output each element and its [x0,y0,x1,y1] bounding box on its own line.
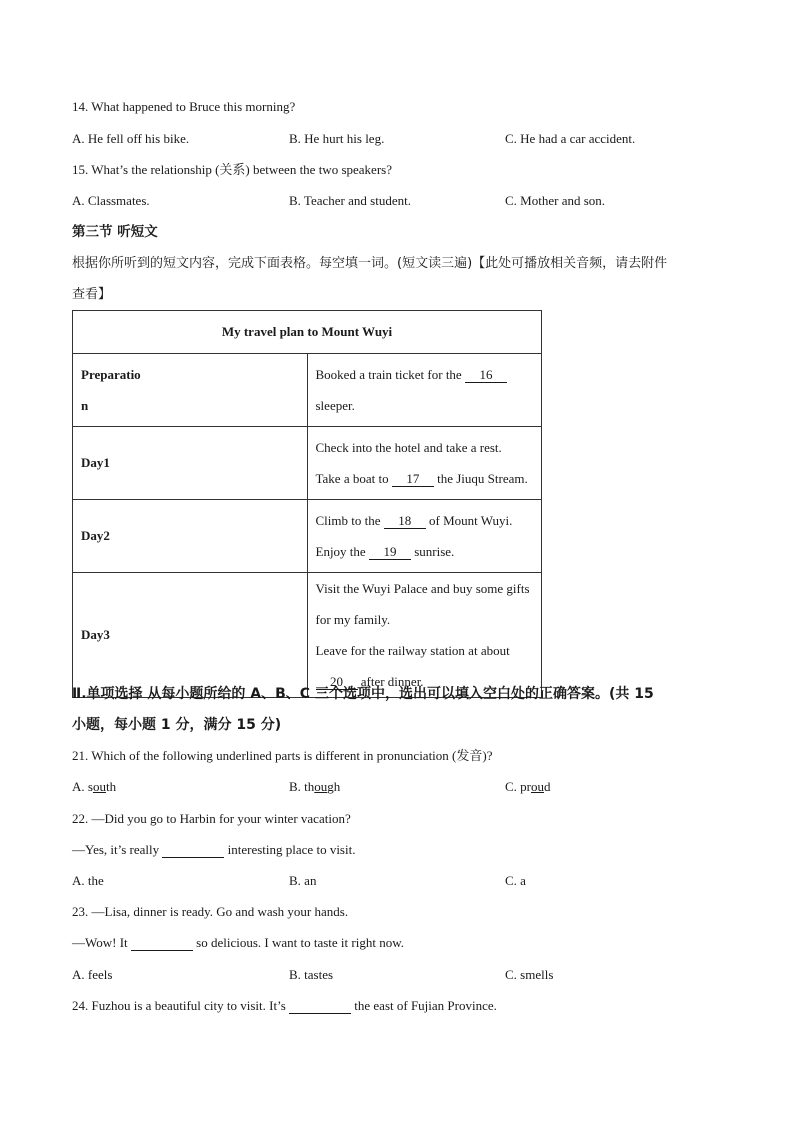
row-content-day2 [307,500,542,573]
blank-17: 17 [392,472,434,487]
q23-option-c: C. smells [505,967,554,982]
q22-option-b: B. an [289,873,317,888]
row-label-preparation-part1: Preparatio [81,367,141,382]
table-title: My travel plan to Mount Wuyi [73,311,542,354]
section-3-instruction-line1: 根据你所听到的短文内容，完成下面表格。每空填一词。(短文读三遍)【此处可播放相关音频，请去附件 [72,256,668,271]
section-3-instruction-line2: 查看】 [72,287,112,302]
question-24-stem: 24. Fuzhou is a beautiful city to visit. It’s the east of Fujian Province. [72,998,497,1013]
q14-option-a: A. He fell off his bike. [72,131,190,146]
part-2-heading-line1: Ⅱ.单项选择 从每小题所给的 A、B、C 三个选项中，选出可以填入空白处的正确答案。(共 15 [72,686,654,702]
row-label-day1: Day1 [73,427,308,500]
q23-option-a: A. feels [72,967,113,982]
section-3-title: 第三节 听短文 [72,224,158,240]
q15-option-a: A. Classmates. [72,193,150,208]
q15-option-c: C. Mother and son. [505,193,606,208]
question-21-stem: 21. Which of the following underlined parts is different in pronunciation (发音)? [72,748,493,763]
blank-16: 16 [465,368,507,383]
row-label-preparation [73,354,308,427]
blank-20: 20 [316,675,358,690]
blank-18: 18 [384,514,426,529]
question-14-stem: 14. What happened to Bruce this morning? [72,99,296,114]
question-22-line1: 22. —Did you go to Harbin for your winter vacation? [72,811,351,826]
preparation-line: Booked a train ticket for the 16 sleeper. [316,359,534,421]
q21-option-c: C. proud [505,779,551,794]
part-2-heading-line2: 小题，每小题 1 分，满分 15 分) [72,717,282,733]
q21-a-underlined: ou [92,779,106,794]
row-content-day3 [307,573,542,698]
row-label-day2: Day2 [73,500,308,573]
table-row-preparation [73,354,542,427]
day2-line2: Enjoy the 19 sunrise. [315,544,455,559]
q15-option-b: B. Teacher and student. [289,193,411,208]
q14-option-b: B. He hurt his leg. [289,131,385,146]
row-label-preparation-part2: n [81,398,89,413]
q22-option-a: A. the [72,873,104,888]
q21-b-underlined: ou [314,779,328,794]
question-15-stem: 15. What’s the relationship (关系) between the two speakers? [72,162,392,177]
q23-answer-blank [131,936,193,951]
day2-line1: Climb to the 18 of Mount Wuyi. [315,513,513,528]
travel-plan-table [72,310,542,698]
blank-19: 19 [369,545,411,560]
q21-c-underlined: ou [531,779,544,794]
q22-option-c: C. a [505,873,526,888]
day3-line2: Leave for the railway station at about 20 after dinner. [315,643,510,689]
q23-option-b: B. tastes [289,967,334,982]
q22-answer-blank [162,843,224,858]
row-content-day1 [307,427,542,500]
q21-option-a: A. south [72,779,117,794]
q24-answer-blank [289,999,351,1014]
q14-option-c: C. He had a car accident. [505,131,636,146]
question-23-line2: —Wow! It so delicious. I want to taste it right now. [72,935,404,950]
day1-line1: Check into the hotel and take a rest. [315,440,502,455]
table-row-day1 [73,427,542,500]
table-row-day2 [73,500,542,573]
q21-option-b: B. though [289,779,341,794]
row-content-preparation [307,354,542,427]
day1-line2: Take a boat to 17 the Jiuqu Stream. [315,471,528,486]
row-label-day3: Day3 [73,573,308,698]
question-22-line2: —Yes, it’s really interesting place to visit. [72,842,356,857]
day3-line1: Visit the Wuyi Palace and buy some gifts for my family. [315,581,530,627]
question-23-line1: 23. —Lisa, dinner is ready. Go and wash your hands. [72,904,349,919]
table-row-day3 [73,573,542,698]
